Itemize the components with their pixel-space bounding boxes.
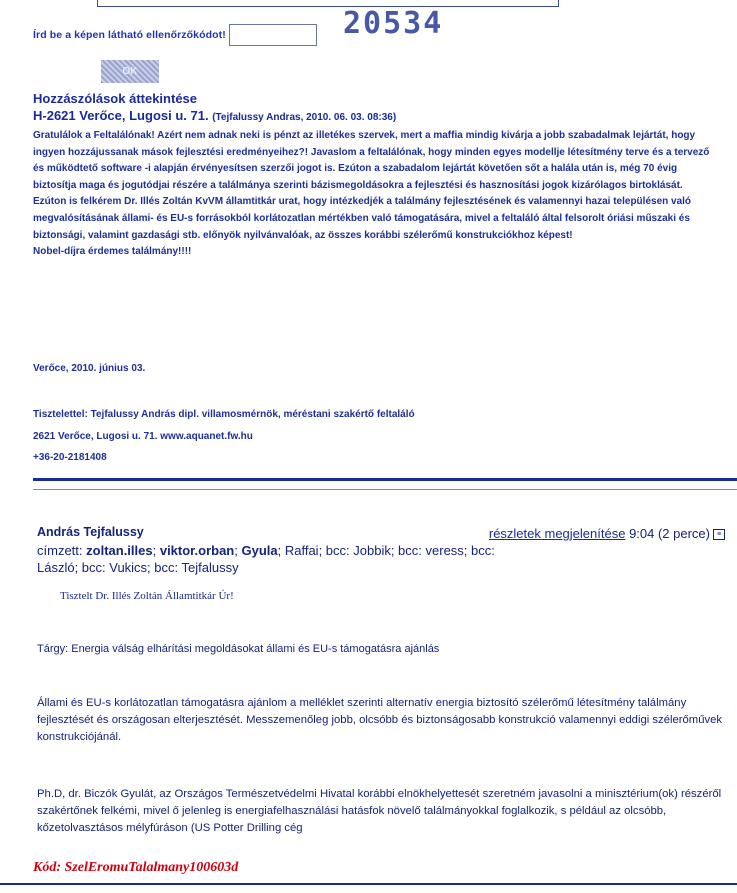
post-address: H-2621 Verőce, Lugosi u. 71.	[33, 108, 209, 123]
signature-line: +36-20-2181408	[33, 452, 107, 463]
post-signature	[33, 404, 415, 469]
post-body	[33, 128, 713, 261]
ok-button[interactable]: OK	[101, 60, 159, 83]
signature-line: 2621 Verőce, Lugosi u. 71. www.aquanet.fw.hu	[33, 430, 253, 442]
post-paragraph: Gratulálok a Feltalálónak! Azért nem adnak neki is pénzt az illetékes szervek, mert a maffia mindig kivárja a jobb szabadalmak lejártát, hogy ingyen hozzájussanak mások fejlesztési eredményeihez?! Javaslom a feltalálónak, hogy minden egyes modellje létesítmény terve és a tervező és működtető software -i alapján érvényesítsen szerzői jogot is. Ezúton a szabadalom lejártát követően sőt a halála után is, még 70 évig biztosítja maga és jogutódjai részére a találmánya szerinti bázismegoldásokra a fejlesztési és hasznosítási jogok kizárólagos birtoklását.	[33, 130, 710, 191]
recipient-item: Gyula	[241, 543, 278, 558]
top-frame-border	[97, 0, 559, 7]
post-date: Verőce, 2010. június 03.	[33, 363, 146, 374]
separator-thick	[33, 478, 737, 481]
post-meta: (Tejfalussy Andras, 2010. 06. 03. 08:36)	[212, 112, 397, 123]
signature-line: Tisztelettel: Tejfalussy András dipl. villamosmérnök, méréstani szakértő feltaláló	[33, 409, 415, 420]
email-meta	[489, 525, 725, 542]
recipient-item: zoltan.illes	[86, 543, 153, 558]
calendar-icon[interactable]: ≡	[713, 529, 725, 540]
email-subject: Tárgy: Energia válság elhárítási megoldásokat állami és EU-s támogatásra ajánlás	[37, 643, 440, 655]
email-salutation: Tisztelt Dr. Illés Zoltán Államtitkár Úr!	[60, 590, 234, 602]
captcha-label: Írd be a képen látható ellenőrzőkódot!	[33, 29, 226, 41]
email-body-paragraph: Állami és EU-s korlátozatlan támogatásra ajánlom a melléklet szerinti alternatív energia biztosító szélerőmű létesítmény találmány fejlesztését és országosan elterjesztését. Messzemenőleg jobb, olcsóbb és biztonságosabb konstrukció valamennyi eddigi szélerőművek konstrukciójánál.	[37, 697, 723, 743]
email-recipients	[37, 542, 527, 576]
post-paragraph: Ezúton is felkérem Dr. Illés Zoltán KvVM államtitkár urat, hogy intézkedjék a találmány fejlesztésének és valamennyi hazai településen való megvalósításának állami- és EU-s forrásokból korlátozatlan mértékben való támogatására, mivel a feltaláló által felsorolt óriási műszaki és biztonsági, valamint gazdasági stb. előnyök nyilvánvalóak, az összes korábbi szélerőmű konstrukciókhoz képest!	[33, 196, 692, 241]
recipient-item: viktor.orban	[159, 543, 235, 558]
captcha-input[interactable]	[229, 24, 317, 46]
email-sender[interactable]: András Tejfalussy	[37, 525, 144, 539]
captcha-row	[33, 24, 317, 46]
post-paragraph: Nobel-díjra érdemes találmány!!!!	[33, 246, 192, 258]
comments-title: Hozzászólások áttekintése	[33, 91, 198, 106]
email-time: 9:04 (2 perce)	[629, 526, 710, 541]
bottom-rule	[0, 883, 737, 885]
recipient-item: ; Raffai; bcc: Jobbik; bcc: veress; bcc: László; bcc: Vukics; bcc: Tejfalussy	[37, 543, 495, 575]
footer-code: Kód: SzelEromuTalalmany100603d	[33, 860, 239, 875]
separator-thin	[33, 489, 737, 490]
details-link[interactable]: részletek megjelenítése	[488, 526, 626, 541]
post-header	[33, 108, 396, 123]
recipient-item: ;	[234, 543, 242, 558]
captcha-code-image: 20534	[343, 6, 444, 41]
recipients-prefix: címzett:	[37, 543, 83, 558]
email-body-paragraph: Ph.D, dr. Biczók Gyulát, az Országos Természetvédelmi Hivatal korábbi elnökhelyettesét szeretném javasolni a minisztérium(ok) részéről szakértőnek felkémi, mivel ő jelenleg is energiafelhasználási hatásfok növelő találmányokkal foglalkozik, s például az olcsóbb, kőzetolvasztásos mélyfúráson (US Potter Drilling cég	[37, 788, 722, 834]
recipient-item: ;	[152, 543, 160, 558]
